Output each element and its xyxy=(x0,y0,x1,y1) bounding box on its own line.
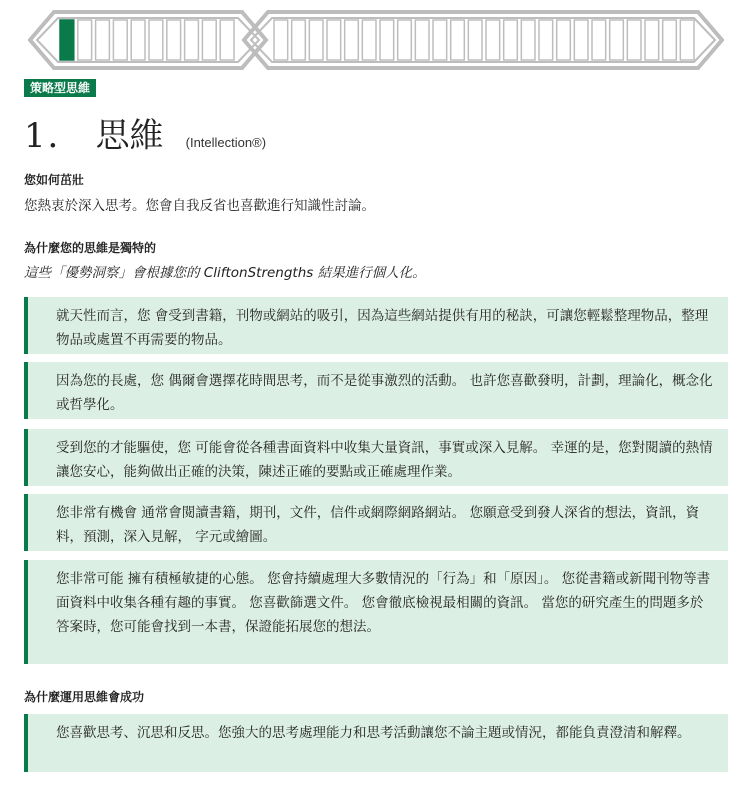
banner-segment xyxy=(185,20,199,60)
banner-segment xyxy=(627,20,641,60)
banner-segment xyxy=(362,20,376,60)
insight-box: 您非常可能 擁有積極敏捷的心態。 您會持續處理大多數情況的「行為」和「原因」。 您從書籍或新聞刊物等書面資料中收集各種有趣的事實。 您喜歡篩選文件。 您會徹底檢視最相關的資訊。 當您的研究產生的問題多於答案時，您可能會找到一本書，保證能拓展您的想法。 xyxy=(24,560,728,664)
insight-box: 因為您的長處，您 偶爾會選擇花時間思考，而不是從事激烈的活動。 也許您喜歡發明，計劃，理論化，概念化或哲學化。 xyxy=(24,362,728,419)
banner-segment xyxy=(131,20,145,60)
banner-segment xyxy=(539,20,553,60)
banner-segment xyxy=(327,20,341,60)
banner-segment xyxy=(592,20,606,60)
banner-segment xyxy=(96,20,110,60)
banner-segment xyxy=(78,20,92,60)
banner-segment xyxy=(60,20,74,60)
banner-segment xyxy=(663,20,677,60)
section-heading-unique: 為什麼您的思維是獨特的 xyxy=(24,241,157,255)
banner-segment xyxy=(433,20,447,60)
banner-segment xyxy=(557,20,571,60)
banner-segment xyxy=(292,20,306,60)
banner-segment xyxy=(415,20,429,60)
banner-segment xyxy=(309,20,323,60)
banner-segment xyxy=(645,20,659,60)
banner-segment xyxy=(451,20,465,60)
banner-segment xyxy=(380,20,394,60)
insight-box: 就天性而言，您 會受到書籍，刊物或網站的吸引，因為這些網站提供有用的秘訣，可讓您輕鬆整理物品，整理物品或處置不再需要的物品。 xyxy=(24,297,728,354)
banner-segment xyxy=(113,20,127,60)
section-text-thrive: 您熱衷於深入思考。您會自我反省也喜歡進行知識性討論。 xyxy=(24,198,375,214)
section-intro-unique: 這些「優勢洞察」會根據您的 CliftonStrengths 結果進行個人化。 xyxy=(24,265,426,281)
section-heading-success: 為什麼運用思維會成功 xyxy=(24,690,145,704)
banner-segment xyxy=(486,20,500,60)
banner-segment xyxy=(504,20,518,60)
insight-box: 受到您的才能驅使，您 可能會從各種書面資料中收集大量資訊，事實或深入見解。 幸運的是，您對閱讀的熱情讓您安心，能夠做出正確的決策，陳述正確的要點或正確處理作業。 xyxy=(24,429,728,486)
banner-segment xyxy=(220,20,234,60)
banner-segment xyxy=(398,20,412,60)
page-title xyxy=(24,108,266,156)
banner-segment xyxy=(149,20,163,60)
title-number: 1． xyxy=(24,116,84,156)
title-subtitle: (Intellection®) xyxy=(185,135,267,150)
title-main: 思維 xyxy=(95,116,164,156)
banner-segment xyxy=(574,20,588,60)
banner-segment xyxy=(345,20,359,60)
category-tag: 策略型思維 xyxy=(24,79,96,97)
banner-segment xyxy=(680,20,694,60)
banner-segment xyxy=(167,20,181,60)
theme-sequence-banner xyxy=(28,10,724,70)
banner-segment xyxy=(274,20,288,60)
banner-segment xyxy=(521,20,535,60)
banner-segment xyxy=(610,20,624,60)
section-heading-thrive: 您如何茁壯 xyxy=(24,173,85,187)
success-box: 您喜歡思考、沉思和反思。您強大的思考處理能力和思考活動讓您不論主題或情況，都能負責澄清和解釋。 xyxy=(24,714,728,772)
banner-segment xyxy=(202,20,216,60)
banner-segment xyxy=(468,20,482,60)
insight-box: 您非常有機會 通常會閱讀書籍，期刊，文件，信件或網際網路網站。 您願意受到發人深省的想法，資訊，資料，預測，深入見解， 字元或繪圖。 xyxy=(24,494,728,551)
